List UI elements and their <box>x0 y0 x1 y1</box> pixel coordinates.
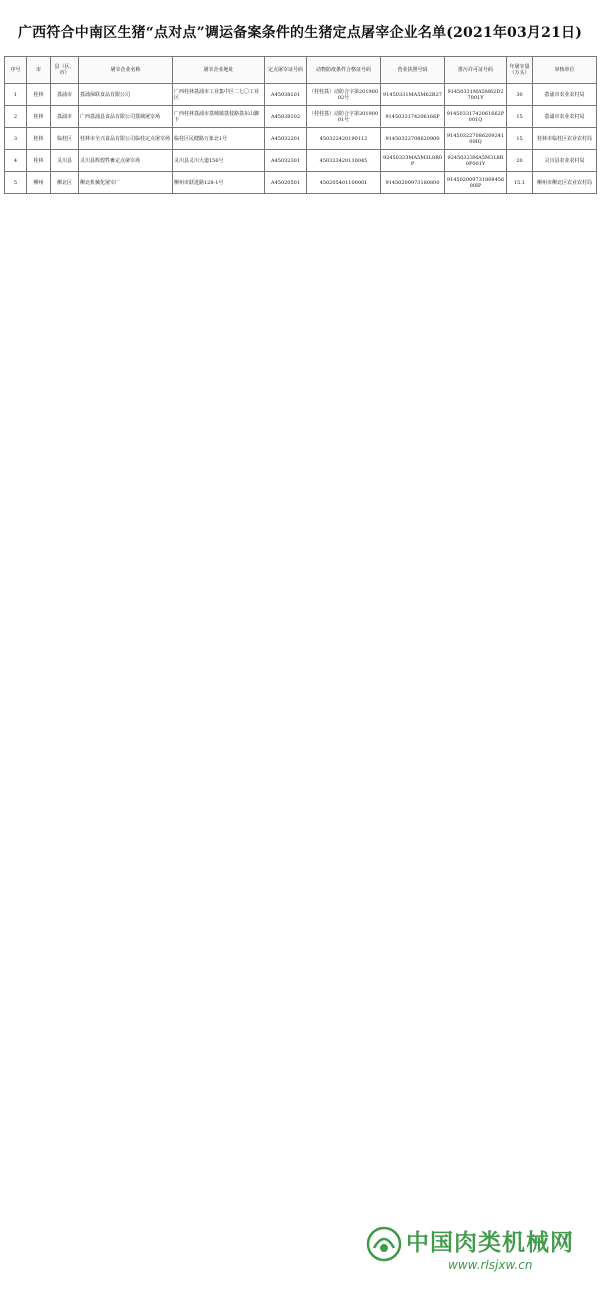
cell-review-unit: 荔浦市农业农村局 <box>533 106 597 128</box>
cell-epidemic-cert: （桂桂荔）动防合字第20190001号 <box>307 106 381 128</box>
table-row <box>5 106 597 128</box>
page-title: 广西符合中南区生猪“点对点”调运备案条件的生猪定点屠宰企业名单(2021年03月21日) <box>17 25 583 41</box>
watermark-logo-icon <box>366 1226 402 1262</box>
header-col-review-unit: 审核单位 <box>533 57 597 84</box>
watermark <box>362 1222 592 1280</box>
cell-city: 桂林 <box>27 84 51 106</box>
cell-address: 临桂区民健路万象北1号 <box>173 128 265 150</box>
cell-city: 桂林 <box>27 128 51 150</box>
cell-business-license: 91450331MA5M62B27 <box>381 84 445 106</box>
cell-annual-volume: 15 <box>507 106 533 128</box>
cell-business-license: 91450200973180800 <box>381 172 445 194</box>
cell-discharge-permit: 91450322708620924100IQ <box>445 128 507 150</box>
table-header <box>5 57 597 84</box>
cell-county: 柳北区 <box>51 172 79 194</box>
table-row <box>5 172 597 194</box>
cell-address: 广西桂林荔浦市荔城镇荔枝路荔东山脚下 <box>173 106 265 128</box>
cell-review-unit: 灵川县农业农村局 <box>533 150 597 172</box>
cell-index: 2 <box>5 106 27 128</box>
header-col-city: 市 <box>27 57 51 84</box>
cell-epidemic-cert: （桂桂荔）动防合字第20190002号 <box>307 84 381 106</box>
cell-annual-volume: 20 <box>507 150 533 172</box>
header-col-discharge-permit: 排污许可证号码 <box>445 57 507 84</box>
cell-review-unit: 柳州市柳北区农业农村局 <box>533 172 597 194</box>
watermark-site-name: 中国肉类机械网 <box>406 1230 574 1256</box>
table-row <box>5 84 597 106</box>
header-col-epidemic-cert: 动物防疫条件合格证号码 <box>307 57 381 84</box>
cell-epidemic-cert: 450323420110045 <box>307 150 381 172</box>
cell-review-unit: 桂林市临桂区农业农村局 <box>533 128 597 150</box>
cell-business-license: 91450322708620900 <box>381 128 445 150</box>
cell-business-license: 92450323MA5M3L8R0P <box>381 150 445 172</box>
cell-county: 荔浦市 <box>51 106 79 128</box>
table-body <box>5 84 597 194</box>
cell-city: 柳州 <box>27 172 51 194</box>
cell-city: 桂林 <box>27 106 51 128</box>
cell-annual-volume: 15.1 <box>507 172 533 194</box>
header-col-address: 屠宰企业地址 <box>173 57 265 84</box>
cell-address: 灵川县灵川大道156号 <box>173 150 265 172</box>
watermark-url: www.rlsjxw.cn <box>448 1258 533 1272</box>
cell-epidemic-cert: 450205401100001 <box>307 172 381 194</box>
table-row <box>5 150 597 172</box>
header-col-enterprise-name: 屠宰企业名称 <box>79 57 173 84</box>
cell-index: 4 <box>5 150 27 172</box>
cell-slaughter-cert: A45020501 <box>265 172 307 194</box>
header-col-slaughter-cert: 定点屠宰证号码 <box>265 57 307 84</box>
cell-discharge-permit: 91450200973180845600IP <box>445 172 507 194</box>
cell-slaughter-cert: A45038101 <box>265 84 307 106</box>
cell-address: 柳州市跃进路128-1号 <box>173 172 265 194</box>
cell-city: 桂林 <box>27 150 51 172</box>
cell-enterprise-name: 柳北机械化屠宰厂 <box>79 172 173 194</box>
enterprise-table <box>4 56 597 194</box>
cell-enterprise-name: 荔浦保联食品有限公司 <box>79 84 173 106</box>
cell-index: 1 <box>5 84 27 106</box>
cell-slaughter-cert: A45038102 <box>265 106 307 128</box>
cell-enterprise-name: 桂林市全兴食品有限公司临桂定点屠宰场 <box>79 128 173 150</box>
cell-county: 荔浦市 <box>51 84 79 106</box>
cell-county: 临桂区 <box>51 128 79 150</box>
cell-index: 3 <box>5 128 27 150</box>
cell-enterprise-name: 灵川县辉煌牲畜定点屠宰场 <box>79 150 173 172</box>
cell-discharge-permit: 91450331742061662P001Q <box>445 106 507 128</box>
cell-review-unit: 荔浦市农业农村局 <box>533 84 597 106</box>
cell-epidemic-cert: 450322420190112 <box>307 128 381 150</box>
header-col-county: 县（区、市） <box>51 57 79 84</box>
cell-annual-volume: 30 <box>507 84 533 106</box>
enterprise-table-wrapper <box>4 56 596 194</box>
cell-discharge-permit: 91450331MA5M62D27001Y <box>445 84 507 106</box>
cell-enterprise-name: 广西荔浦县食品有限公司荔城屠宰场 <box>79 106 173 128</box>
cell-business-license: 9145033174206166P <box>381 106 445 128</box>
cell-slaughter-cert: A45032301 <box>265 150 307 172</box>
cell-slaughter-cert: A45032201 <box>265 128 307 150</box>
cell-annual-volume: 15 <box>507 128 533 150</box>
header-col-index: 序号 <box>5 57 27 84</box>
header-col-annual-volume: 年屠宰量（万头） <box>507 57 533 84</box>
header-col-business-license: 营业执照号码 <box>381 57 445 84</box>
cell-county: 灵川县 <box>51 150 79 172</box>
cell-address: 广西桂林荔浦市工业集中区二七〇工业区 <box>173 84 265 106</box>
cell-index: 5 <box>5 172 27 194</box>
table-row <box>5 128 597 150</box>
cell-discharge-permit: 92450323MA5M3L8R0P001Y <box>445 150 507 172</box>
